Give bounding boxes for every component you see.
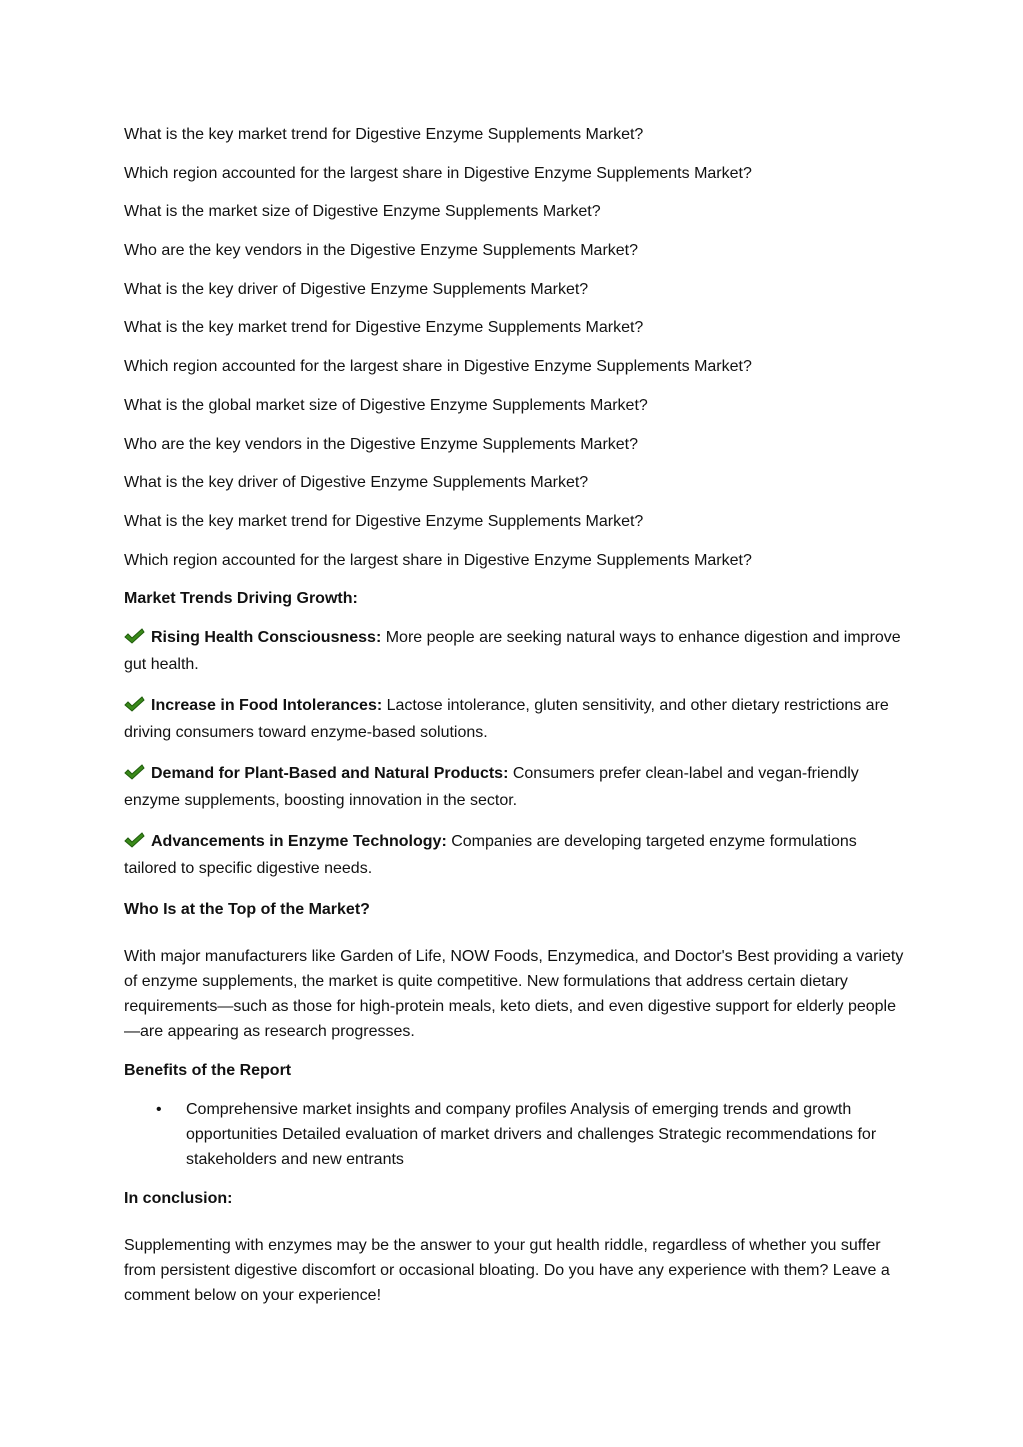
- faq-question: What is the key driver of Digestive Enzyme Supplements Market?: [124, 474, 589, 492]
- faq-question: Which region accounted for the largest share in Digestive Enzyme Supplements Market?: [124, 358, 752, 376]
- trend-text: Lactose intolerance, gluten sensitivity, and other dietary restrictions are driving consumers toward enzyme-based solutions.: [124, 697, 889, 742]
- top-heading: Who Is at the Top of the Market?: [124, 901, 370, 919]
- check-icon: [124, 695, 145, 720]
- faq-question: What is the market size of Digestive Enzyme Supplements Market?: [124, 203, 601, 221]
- trend-text: Companies are developing targeted enzyme formulations tailored to specific digestive needs.: [124, 833, 857, 878]
- faq-question: Who are the key vendors in the Digestive Enzyme Supplements Market?: [124, 242, 639, 260]
- conclusion-paragraph: Supplementing with enzymes may be the answer to your gut health riddle, regardless of whether you suffer from persistent digestive discomfort or occasional bloating. Do you have any experience with them? Leave a comment below on your experience!: [124, 1237, 890, 1305]
- trends-heading: Market Trends Driving Growth:: [124, 590, 358, 608]
- benefits-item-text: Comprehensive market insights and company profiles Analysis of emerging trends and growth opportunities Detailed evaluation of market drivers and challenges Strategic recommendations for stakeholders and new entrants: [186, 1101, 877, 1169]
- faq-question: What is the key market trend for Digestive Enzyme Supplements Market?: [124, 512, 644, 530]
- trend-title: Rising Health Consciousness:: [151, 629, 382, 647]
- trends-list: [124, 625, 904, 881]
- faq-question: Who are the key vendors in the Digestive Enzyme Supplements Market?: [124, 435, 639, 453]
- trend-title: Advancements in Enzyme Technology:: [151, 833, 447, 851]
- trend-text: More people are seeking natural ways to enhance digestion and improve gut health.: [124, 629, 901, 674]
- document-page: [124, 122, 904, 1322]
- faq-question: What is the key driver of Digestive Enzyme Supplements Market?: [124, 280, 589, 298]
- faq-question: What is the global market size of Digestive Enzyme Supplements Market?: [124, 396, 648, 414]
- trend-item: [124, 761, 904, 813]
- trend-title: Demand for Plant-Based and Natural Products:: [151, 765, 509, 783]
- check-icon: [124, 627, 145, 652]
- faq-list: [124, 122, 904, 573]
- top-paragraph: With major manufacturers like Garden of Life, NOW Foods, Enzymedica, and Doctor's Best providing a variety of enzyme supplements, the market is quite competitive. New formulations that address certain dietary requirements—such as those for high-protein meals, keto diets, and even digestive support for elderly people—are appearing as research progresses.: [124, 948, 904, 1041]
- benefits-item: [124, 1097, 904, 1172]
- benefits-list: [124, 1097, 904, 1172]
- faq-question: Which region accounted for the largest share in Digestive Enzyme Supplements Market?: [124, 164, 752, 182]
- trend-title: Increase in Food Intolerances:: [151, 697, 383, 715]
- faq-question: Which region accounted for the largest share in Digestive Enzyme Supplements Market?: [124, 551, 752, 569]
- trend-text: Consumers prefer clean-label and vegan-friendly enzyme supplements, boosting innovation in the sector.: [124, 765, 859, 810]
- faq-question: What is the key market trend for Digestive Enzyme Supplements Market?: [124, 319, 644, 337]
- check-icon: [124, 831, 145, 856]
- trend-item: [124, 829, 904, 881]
- check-icon: [124, 763, 145, 788]
- benefits-heading: Benefits of the Report: [124, 1062, 292, 1080]
- trend-item: [124, 693, 904, 745]
- bullet-icon: •: [156, 1101, 162, 1119]
- conclusion-heading: In conclusion:: [124, 1190, 233, 1208]
- trend-item: [124, 625, 904, 677]
- faq-question: What is the key market trend for Digestive Enzyme Supplements Market?: [124, 126, 644, 143]
